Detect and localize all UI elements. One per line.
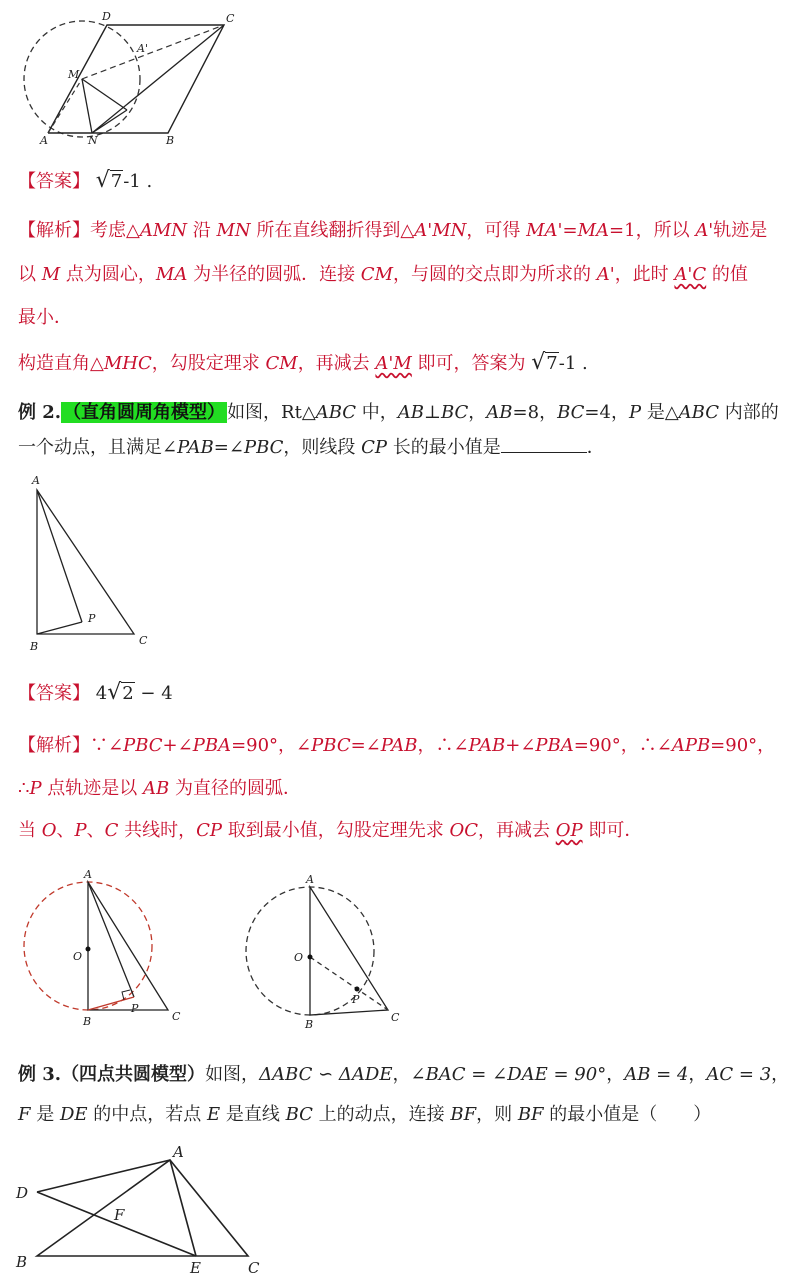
label-o: O [73,950,83,963]
math: AB [486,402,513,423]
text: ， [688,1064,707,1085]
text: = [562,220,578,241]
text: =90°，∴∠ [573,735,672,756]
ex2-analysis-line-1 [18,733,775,759]
math: BC [557,402,585,423]
text: =90°， [710,735,776,756]
label-d: D [102,10,111,23]
math: A' [695,220,714,241]
math: PBC [311,735,351,756]
math: AB = 4 [624,1064,689,1085]
math: PBC [243,437,284,458]
segment-oc [310,957,388,1010]
text: ，与圆的交点即为所求的 [393,264,597,285]
text: ， [606,1064,625,1085]
text: 即可． [582,820,643,841]
text: =∠ [213,437,244,458]
math: F [18,1104,31,1125]
label-e: E [190,1259,201,1277]
text: 轨迹是 [713,220,768,241]
triangle-abc [37,1160,248,1256]
label-a: A [84,868,92,881]
example-number: 例 3. [18,1064,62,1085]
text: 中， [356,402,398,423]
math: P [74,820,87,841]
math: MHC [103,353,152,374]
label-c: C [172,1010,181,1023]
label-b: B [83,1015,92,1028]
model-highlight: （直角圆周角模型） [63,402,226,423]
math: P [29,778,42,799]
label-c: C [391,1011,400,1024]
label-n: N [88,134,98,147]
label-a: A [32,474,40,487]
text: ⊥ [424,402,441,423]
text: ，此时 [614,264,675,285]
text: ，再减去 [478,820,556,841]
answer-rest: − 4 [134,683,173,704]
math: P [628,402,642,423]
label-p: P [88,612,96,625]
segment-ap [88,882,134,997]
radicand: 7 [110,171,123,192]
text: 的中点，若点 [87,1104,207,1125]
example-number: 例 2. [18,402,62,423]
math: CP [361,437,388,458]
label-a: A [173,1143,184,1161]
label-m: M [68,68,80,81]
label-b: B [16,1253,28,1271]
label-b: B [305,1018,314,1031]
text: 上的动点，连接 [312,1104,451,1125]
answer-blank[interactable] [501,434,587,453]
text: 点轨迹是以 [41,778,144,799]
text: 取到最小值，勾股定理先求 [222,820,450,841]
text: 长的最小值是 [387,437,501,458]
label-o: O [294,951,304,964]
text: 共线时， [118,820,197,841]
text: ． [586,437,605,458]
math: CM [360,264,393,285]
text: 当 [18,820,42,841]
text: 、 [86,820,105,841]
text: 为半径的圆弧．连接 [187,264,361,285]
text: 点为圆心， [60,264,156,285]
text: =1，所以 [609,220,696,241]
math: M [41,264,61,285]
ex1-analysis-line-1 [18,218,767,244]
math: ABC [678,402,720,423]
text: 的值 [706,264,748,285]
math: C [104,820,119,841]
text: ，∴∠ [417,735,469,756]
radicand: 2 [122,683,134,704]
figure-circle-black [230,870,430,1035]
label-b: B [30,640,39,653]
segment-de [37,1192,196,1256]
text: 如图，Rt△ [227,402,316,423]
math: A'M [375,353,412,374]
text: 为直径的圆弧． [169,778,301,799]
text: ，可得 [466,220,527,241]
analysis-tag: 【解析】 [18,220,90,241]
label-f: F [114,1206,125,1224]
text: 沿 [187,220,217,241]
segment-ap [37,490,82,622]
math: PBA [535,735,574,756]
ex1-analysis-line-2 [18,262,748,288]
text: 构造直角△ [18,353,104,374]
math: ∠BAC = ∠DAE = 90° [410,1064,607,1085]
math: MA [155,264,188,285]
math: OP [555,820,583,841]
answer-rest: -1 . [558,353,588,374]
ex2-analysis-line-2 [18,776,301,802]
label-c: C [226,12,235,25]
text: ，则 [476,1104,518,1125]
segment-ae [170,1160,196,1256]
ex2-analysis-line-3 [18,818,642,844]
label-p: P [352,993,360,1006]
point-o [308,955,313,960]
ex1-analysis-line-3: 最小． [18,307,72,328]
math: PAB [468,735,506,756]
label-p: P [131,1002,139,1015]
text: 是直线 [220,1104,286,1125]
figure-circle-red [0,865,210,1030]
math: DE [59,1104,88,1125]
ex2-question-line-2 [18,434,605,461]
math: AC = 3 [706,1064,772,1085]
math: E [206,1104,221,1125]
math: AB [143,778,170,799]
label-a: A [40,134,48,147]
text: 如图， [205,1064,260,1085]
text: 考虑△ [90,220,140,241]
text: +∠ [505,735,536,756]
math: A'MN [414,220,467,241]
math: PAB [177,437,214,458]
segment-nc [92,25,224,133]
math: OC [449,820,479,841]
sqrt-seven: √7 [95,168,123,193]
math: MA [577,220,610,241]
math: PBA [192,735,232,756]
math: A'C [674,264,707,285]
math: CM [265,353,298,374]
triangle-abc [310,887,388,1015]
figure-right-triangle [0,470,200,655]
sqrt-seven: √7 [531,350,558,375]
segment-am [48,79,82,133]
point-p [355,987,360,992]
text: 是 [30,1104,60,1125]
text: 、 [56,820,75,841]
point-o [86,947,91,952]
label-a-prime: A' [137,42,148,55]
math: ΔABC ∽ ΔADE [259,1064,393,1085]
text: ， [468,402,487,423]
text: ，再减去 [297,353,376,374]
text: 以 [18,264,42,285]
text: ∴ [18,778,30,799]
figure-four-points-circle [0,1140,280,1280]
answer-coefficient: 4 [95,683,108,704]
triangle-abc [37,490,134,634]
segment-mn [82,79,92,133]
text: =8， [512,402,558,423]
ex1-analysis-line-4 [18,350,588,377]
label-a: A [306,873,314,886]
text: +∠ [162,735,193,756]
segment-da [37,1160,170,1192]
text: ， [771,1064,789,1085]
analysis-tag: 【解析】 [18,735,90,756]
ex3-question-line-1 [18,1062,789,1088]
text: 是△ [641,402,679,423]
math: BF [517,1104,544,1125]
segment-bp [37,622,82,634]
ex1-answer-line [18,168,152,195]
segment-ma-prime [82,79,127,110]
text: =4， [584,402,629,423]
text: 内部的 [719,402,779,423]
ex2-answer-line [18,680,173,707]
ex3-question-line-2 [18,1102,711,1128]
segment-bp [88,997,134,1010]
math: BF [450,1104,477,1125]
answer-tag: 【答案】 [18,683,90,704]
sqrt-two: √2 [107,680,134,705]
math: O [41,820,57,841]
text: 的最小值是（ ） [543,1104,712,1125]
text: =90°，∠ [231,735,312,756]
math: CP [196,820,223,841]
radicand: 7 [546,353,558,374]
ex2-question-line-1 [18,400,779,426]
text: ，勾股定理求 [151,353,266,374]
text: ， [392,1064,411,1085]
figure-folding-parallelogram [0,0,260,150]
math: PBC [123,735,163,756]
text: ∵∠ [90,735,124,756]
model-title: （四点共圆模型） [61,1064,206,1085]
text: =∠ [350,735,381,756]
math: APB [671,735,711,756]
math: ABC [315,402,357,423]
label-d: D [16,1184,29,1202]
math: BC [285,1104,313,1125]
answer-rest: -1 . [123,171,153,192]
math: MN [216,220,251,241]
math: BC [440,402,469,423]
answer-tag: 【答案】 [18,171,90,192]
text: ，则线段 [283,437,362,458]
label-c: C [248,1259,260,1277]
text: 一个动点，且满足∠ [18,437,178,458]
text: 即可，答案为 [411,353,532,374]
math: PAB [380,735,418,756]
label-b: B [166,134,175,147]
math: AB [397,402,425,423]
label-c: C [139,634,148,647]
math: AMN [139,220,188,241]
math: A' [596,264,615,285]
math: MA' [526,220,563,241]
text: 所在直线翻折得到△ [250,220,415,241]
